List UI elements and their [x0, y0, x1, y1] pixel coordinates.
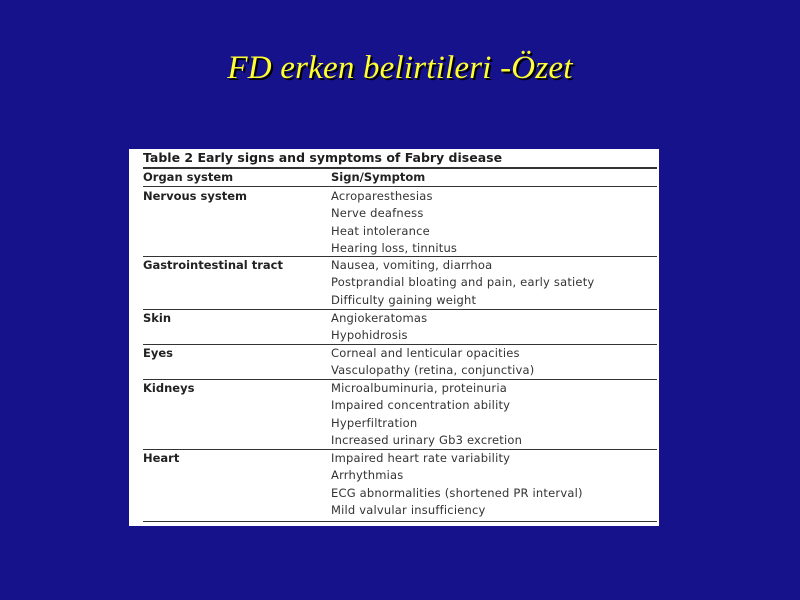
- symptom-item: Acroparesthesias: [331, 189, 433, 203]
- symptom-item: Nausea, vomiting, diarrhoa: [331, 258, 493, 272]
- symptom-item: Impaired heart rate variability: [331, 451, 511, 465]
- symptom-item: Mild valvular insufficiency: [331, 502, 486, 517]
- symptom-item: Microalbuminuria, proteinuria: [331, 381, 507, 395]
- group-divider: [143, 449, 657, 450]
- organ-label: Eyes: [143, 346, 173, 360]
- group-divider: [143, 379, 657, 380]
- symptom-list: [331, 258, 594, 310]
- symptom-item: Angiokeratomas: [331, 311, 428, 325]
- symptom-item: Postprandial bloating and pain, early satiety: [331, 275, 595, 290]
- organ-label: Heart: [143, 451, 180, 465]
- organ-label: Kidneys: [143, 381, 195, 395]
- group-divider: [143, 344, 657, 345]
- caption-rule: [143, 167, 657, 169]
- symptom-list: [331, 311, 427, 346]
- slide-title: FD erken belirtileri -Özet: [227, 50, 573, 86]
- symptom-list: [331, 381, 522, 450]
- column-header-organ-system: Organ system: [143, 170, 234, 184]
- organ-label: Skin: [143, 311, 172, 325]
- symptom-item: Arrhythmias: [331, 468, 404, 483]
- symptom-item: Vasculopathy (retina, conjunctiva): [331, 363, 535, 378]
- symptom-item: Hearing loss, tinnitus: [331, 240, 458, 255]
- symptom-item: Corneal and lenticular opacities: [331, 346, 520, 360]
- column-header-sign-symptom: Sign/Symptom: [331, 170, 426, 184]
- symptom-item: Hyperfiltration: [331, 415, 418, 430]
- group-divider: [143, 309, 657, 310]
- organ-label: Nervous system: [143, 189, 247, 203]
- table-bottom-rule: [143, 521, 657, 522]
- symptom-item: Heat intolerance: [331, 223, 430, 238]
- organ-label: Gastrointestinal tract: [143, 258, 283, 272]
- symptom-item: Nerve deafness: [331, 206, 424, 221]
- symptom-item: Hypohidrosis: [331, 328, 408, 343]
- symptom-list: [331, 451, 583, 520]
- symptom-item: Difficulty gaining weight: [331, 292, 477, 307]
- header-rule: [143, 186, 657, 187]
- symptom-list: [331, 189, 457, 258]
- group-divider: [143, 256, 657, 257]
- symptom-item: Increased urinary Gb3 excretion: [331, 432, 523, 447]
- table-caption: Table 2 Early signs and symptoms of Fabry disease: [143, 150, 503, 165]
- symptom-item: Impaired concentration ability: [331, 398, 511, 413]
- symptom-item: ECG abnormalities (shortened PR interval): [331, 485, 583, 500]
- symptom-list: [331, 346, 534, 381]
- fabry-symptoms-table: [129, 149, 659, 526]
